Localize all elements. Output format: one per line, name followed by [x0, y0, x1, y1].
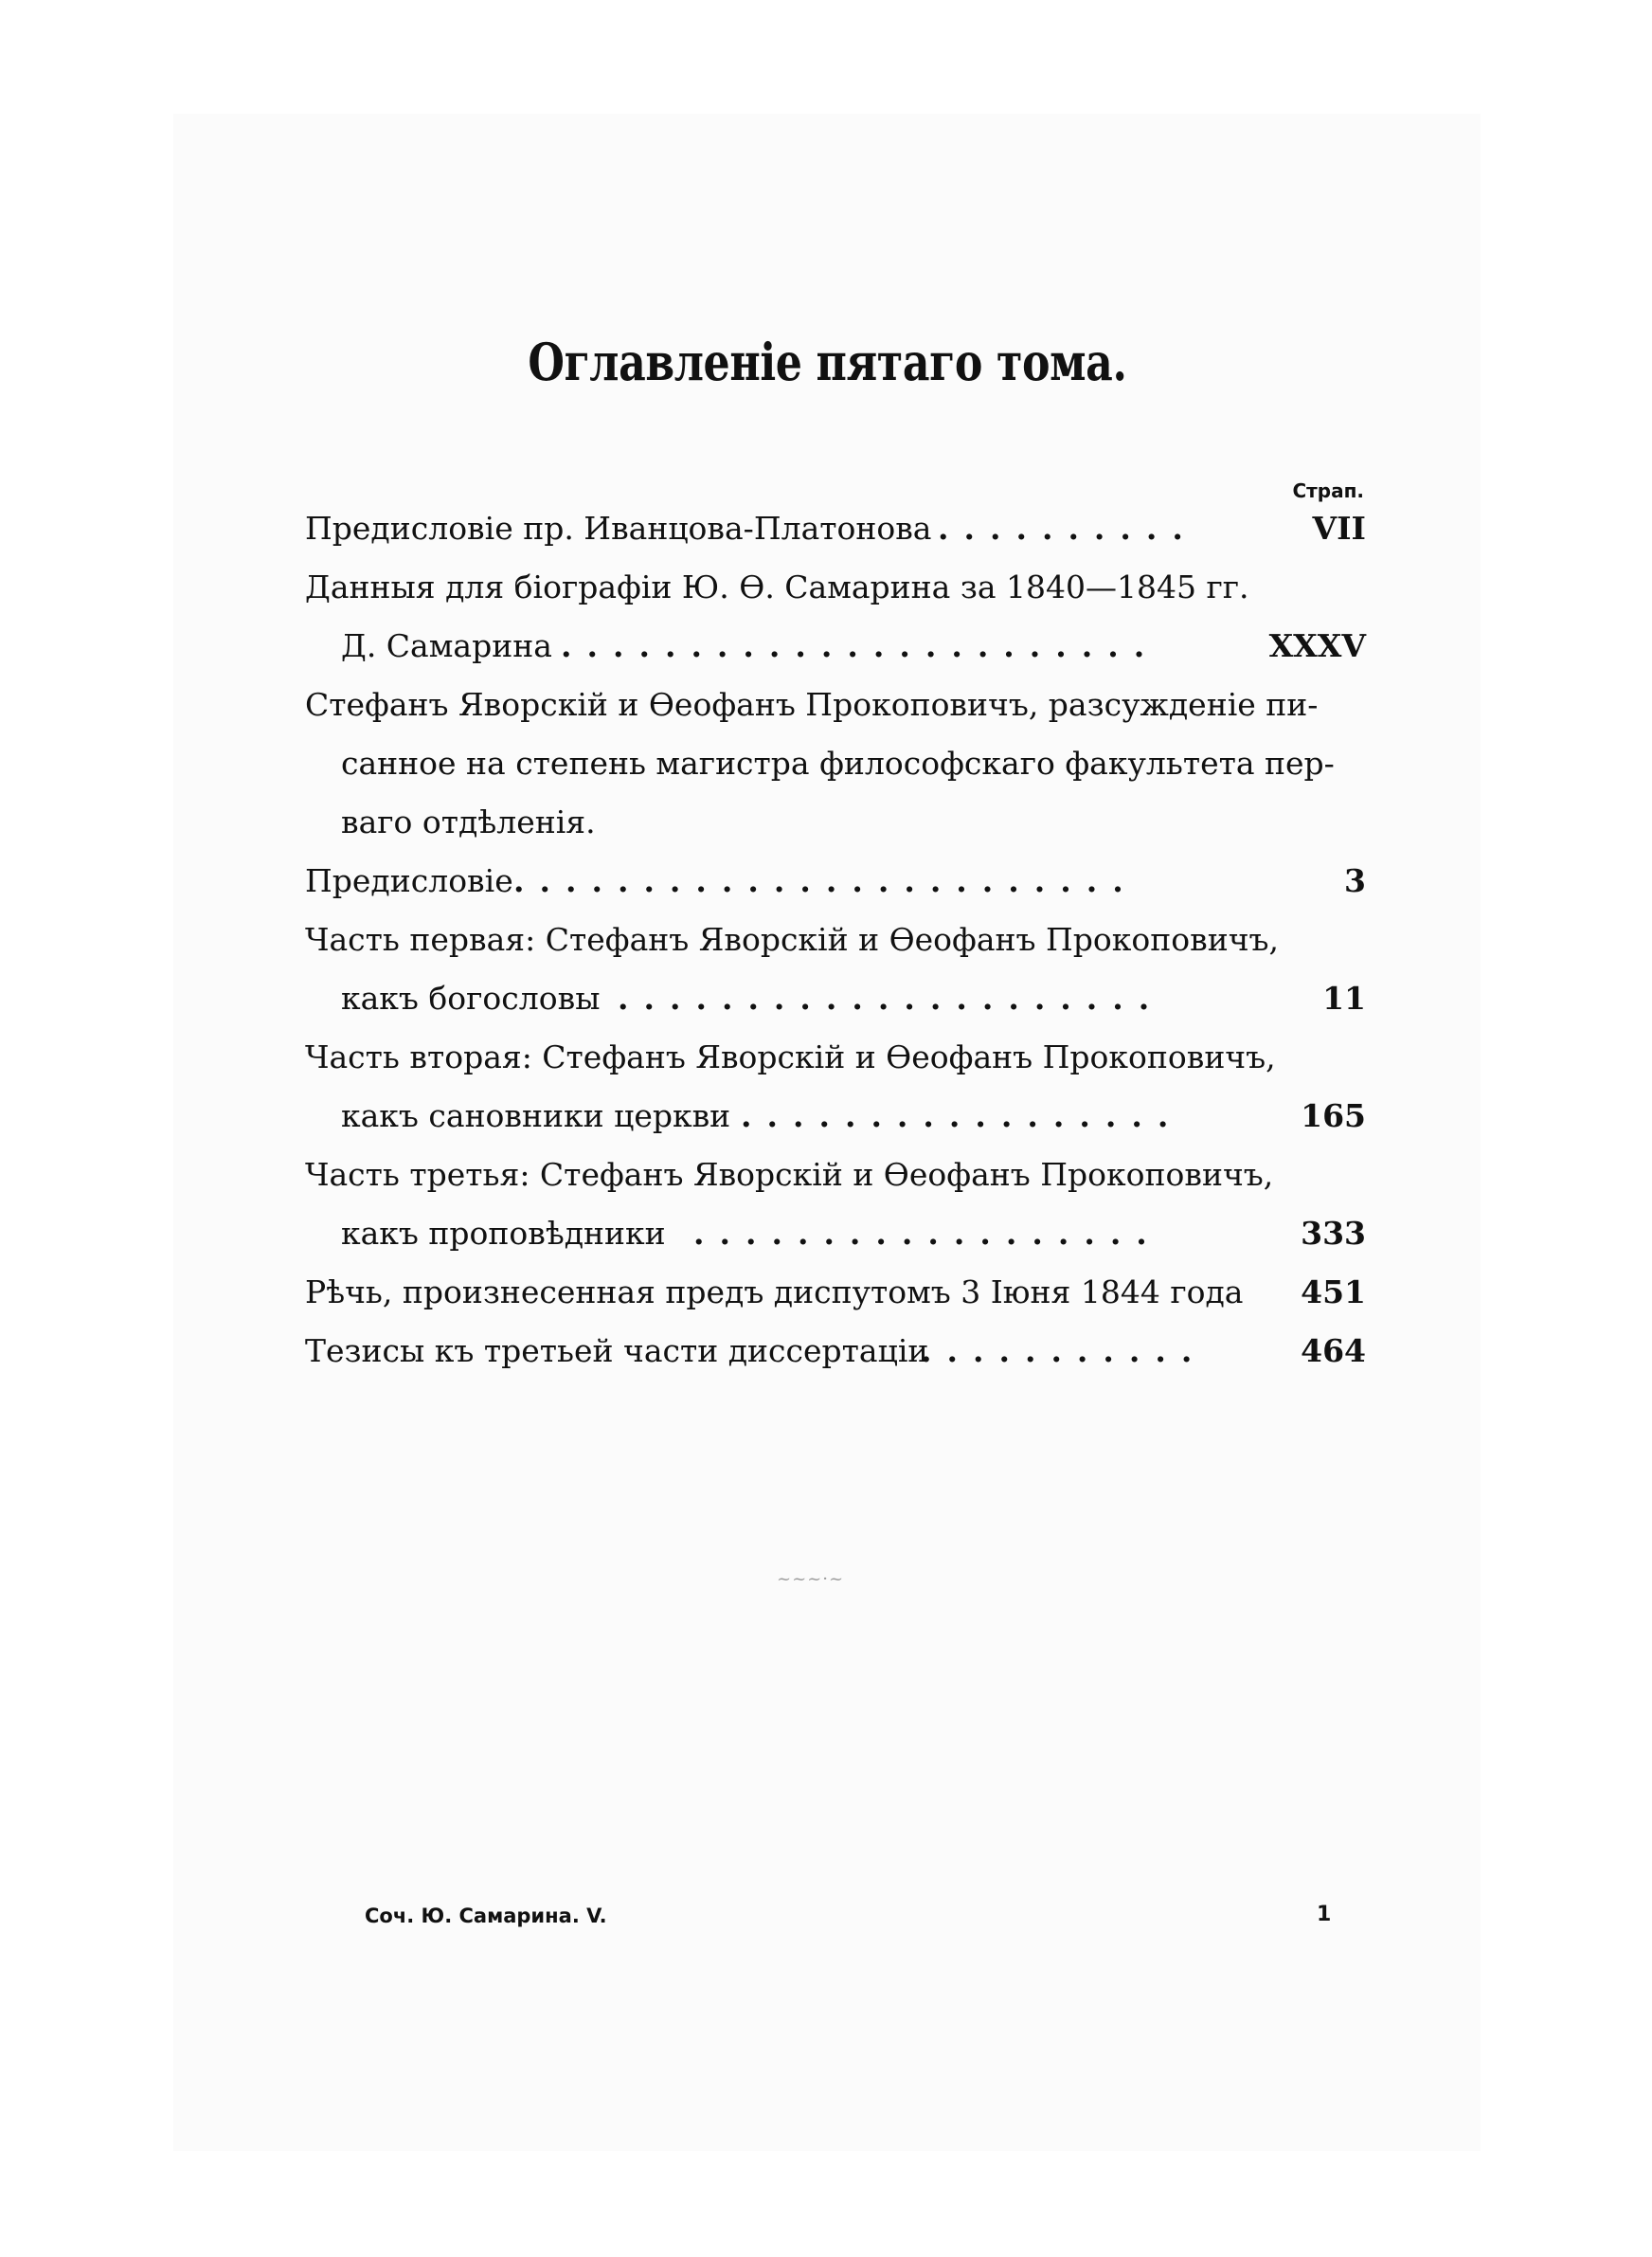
toc-entry [305, 1031, 1366, 1084]
toc-entry-page: 451 [1301, 1273, 1366, 1310]
footer-signature-line: Соч. Ю. Самарина. V. [365, 1905, 607, 1927]
leader-dots: ........................ [513, 862, 1139, 899]
toc-entry-text: Д. Самарина [341, 627, 552, 664]
toc-entry-text: Часть третья: Стефанъ Яворскій и Ѳеофанъ Прокоповичъ, [305, 1156, 1274, 1193]
toc-entry [305, 1266, 1366, 1319]
toc-entry-page: 464 [1301, 1332, 1366, 1369]
toc-entry-text: какъ проповѣдники [341, 1215, 666, 1252]
toc-entry [305, 561, 1366, 614]
leader-dots: ................. [741, 1097, 1184, 1134]
toc-entry [305, 620, 1366, 673]
toc-entry-page: 3 [1344, 862, 1366, 899]
toc-entry [305, 972, 1366, 1025]
printer-signature-mark: 1 [1317, 1903, 1332, 1926]
toc-entry-text: Часть первая: Стефанъ Яворскій и Ѳеофанъ Прокоповичъ, [305, 921, 1280, 958]
toc-entry [305, 678, 1366, 731]
toc-entry-text: какъ сановники церкви [341, 1097, 731, 1134]
leader-dots: ....................... [561, 627, 1160, 664]
leader-dots: ........... [921, 1332, 1208, 1369]
toc-entry-text: Предисловіе [305, 862, 513, 899]
toc-entry [305, 796, 1366, 849]
toc-entry [305, 502, 1366, 555]
toc-entry [305, 855, 1366, 908]
leader-dots: ..................... [618, 980, 1165, 1017]
toc-entry-text: Стефанъ Яворскій и Ѳеофанъ Прокоповичъ, разсужденіе пи- [305, 686, 1319, 723]
toc-entry [305, 1207, 1366, 1260]
ornament-separator: ~~~·~ [777, 1569, 845, 1589]
toc-entry-text: Данныя для біографіи Ю. Ѳ. Самарина за 1840—1845 гг. [305, 569, 1249, 605]
toc-entry-text: Часть вторая: Стефанъ Яворскій и Ѳеофанъ Прокоповичъ, [305, 1038, 1276, 1075]
toc-entry-text: Тезисы къ третьей части диссертаціи [305, 1332, 929, 1369]
toc-entry [305, 737, 1366, 790]
leader-dots: .......... [938, 510, 1198, 547]
toc-entry [305, 1325, 1366, 1378]
toc-entry [305, 1090, 1366, 1143]
toc-entry-page: 165 [1301, 1097, 1366, 1134]
toc-entry-page: XXXV [1268, 627, 1366, 664]
leader-dots: .................. [693, 1215, 1162, 1252]
toc-entry-text: Предисловіе пр. Иванцова-Платонова [305, 510, 932, 547]
page-column-header: Страп. [1292, 479, 1364, 502]
toc-entry-text: Рѣчь, произнесенная предъ диспутомъ 3 Іюня 1844 года [305, 1273, 1244, 1310]
page-title: Оглавленіе пятаго тома. [528, 332, 1127, 392]
toc-entry-text: ваго отдѣленія. [341, 803, 596, 840]
toc-entry-text: санное на степень магистра философскаго факультета пер- [341, 745, 1335, 782]
toc-entry [305, 913, 1366, 966]
toc-entry-text: какъ богословы [341, 980, 601, 1017]
toc-entry-page: VII [1312, 510, 1366, 547]
toc-entry-page: 11 [1322, 980, 1366, 1017]
toc-entry [305, 1148, 1366, 1201]
toc-entry-page: 333 [1301, 1215, 1366, 1252]
